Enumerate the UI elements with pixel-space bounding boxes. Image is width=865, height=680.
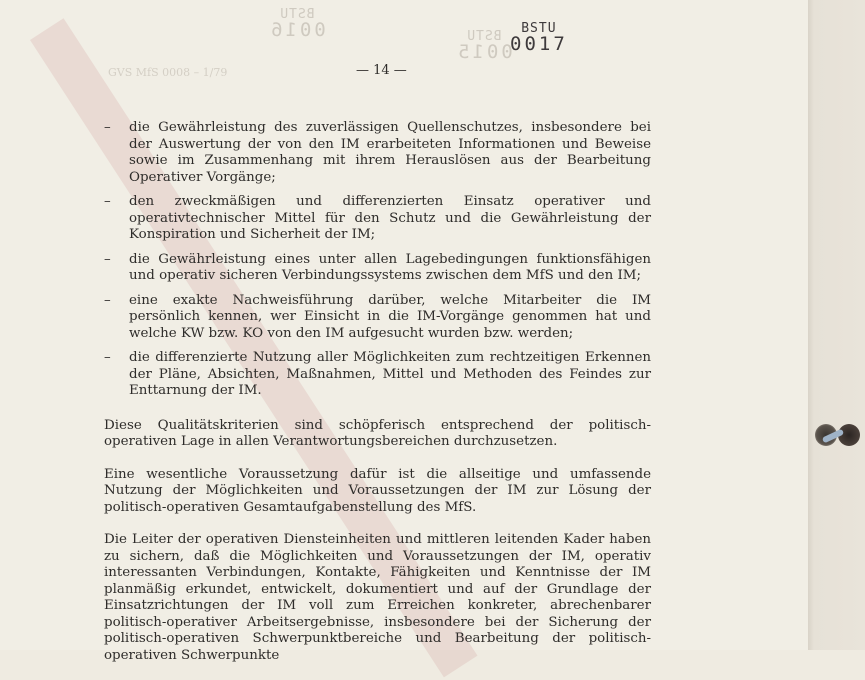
list-item xyxy=(104,120,651,186)
document-body xyxy=(104,120,651,680)
page-number: — 14 — xyxy=(356,63,407,78)
ghost-stamp: BSTU 0016 xyxy=(268,7,326,41)
list-item xyxy=(104,252,651,285)
dash-bullet: – xyxy=(104,120,111,135)
list-item-text: den zweckmäßigen und differenzierten Einsatz operativer und operativtechnischer Mittel für den Schutz und die Gewährleistung der Konspiration und Sicherheit der IM; xyxy=(129,194,651,242)
dash-bullet: – xyxy=(104,350,111,365)
ghost-stamp: BSTU 0015 xyxy=(455,29,513,63)
dash-bullet: – xyxy=(104,251,111,267)
list-item-text: die differenzierte Nutzung aller Möglichkeiten zum rechtzeitigen Erkennen der Pläne, Absichten, Maßnahmen, Mittel und Methoden des Feindes zur Enttarnung der IM. xyxy=(129,350,651,398)
paragraph: Diese Qualitätskriterien sind schöpferisch entsprechend der politisch-operativen Lage in allen Verantwortungsbereichen durchzusetzen. xyxy=(104,417,651,449)
archive-stamp xyxy=(510,22,568,54)
list-item-text: die Gewährleistung des zuverlässigen Quellenschutzes, insbesondere bei der Auswertung der von den IM erarbeiteten Informationen und Beweise sowie im Zusammenhang mit ihrem Herauslösen aus der Bearbeitung Operativer Vorgänge; xyxy=(129,120,651,185)
dash-bullet: – xyxy=(104,292,111,308)
paragraph: Eine wesentliche Voraussetzung dafür ist die allseitige und umfassende Nutzung der Möglichkeiten und Voraussetzungen der IM zur Lösung der politisch-operativen Gesamtaufgabenstellung des MfS. xyxy=(104,466,651,515)
list-item xyxy=(104,194,651,244)
criteria-list xyxy=(104,120,651,400)
ghost-header: GVS MfS 0008 – 1/79 xyxy=(108,66,228,79)
list-item-text: die Gewährleistung eines unter allen Lagebedingungen funktionsfähigen und operativ sicheren Verbindungssystems zwischen dem MfS und den IM; xyxy=(129,251,651,283)
stamp-number: 0017 xyxy=(510,33,568,55)
dash-bullet: – xyxy=(104,194,111,209)
list-item xyxy=(104,350,651,400)
list-item-text: eine exakte Nachweisführung darüber, welche Mitarbeiter die IM persönlich kennen, wer Einsicht in die IM-Vorgänge genommen hat und welche KW bzw. KO von den IM aufgesucht wurden bzw. werden; xyxy=(129,292,651,341)
next-page-edge xyxy=(808,0,865,650)
stamp-label: BSTU xyxy=(521,21,557,36)
paragraph: Die Leiter der operativen Diensteinheiten und mittleren leitenden Kader haben zu sichern, daß die Möglichkeiten und Voraussetzungen der IM, operativ interessanten Verbindungen, Kontakte, Fähigkeiten und Kenntnisse der IM planmäßig erkundet, entwickelt, dokumentiert und auf der Grundlage der Einsatzrichtungen der IM voll zum Erreichen konkreter, abrechenbarer politisch-operativer Arbeitsergebnisse, insbesondere bei der Sicherung der politisch-operativen Schwerpunktbereiche und Bearbeitung der politisch-operativen Schwerpunkte xyxy=(104,532,651,663)
list-item xyxy=(104,293,651,343)
